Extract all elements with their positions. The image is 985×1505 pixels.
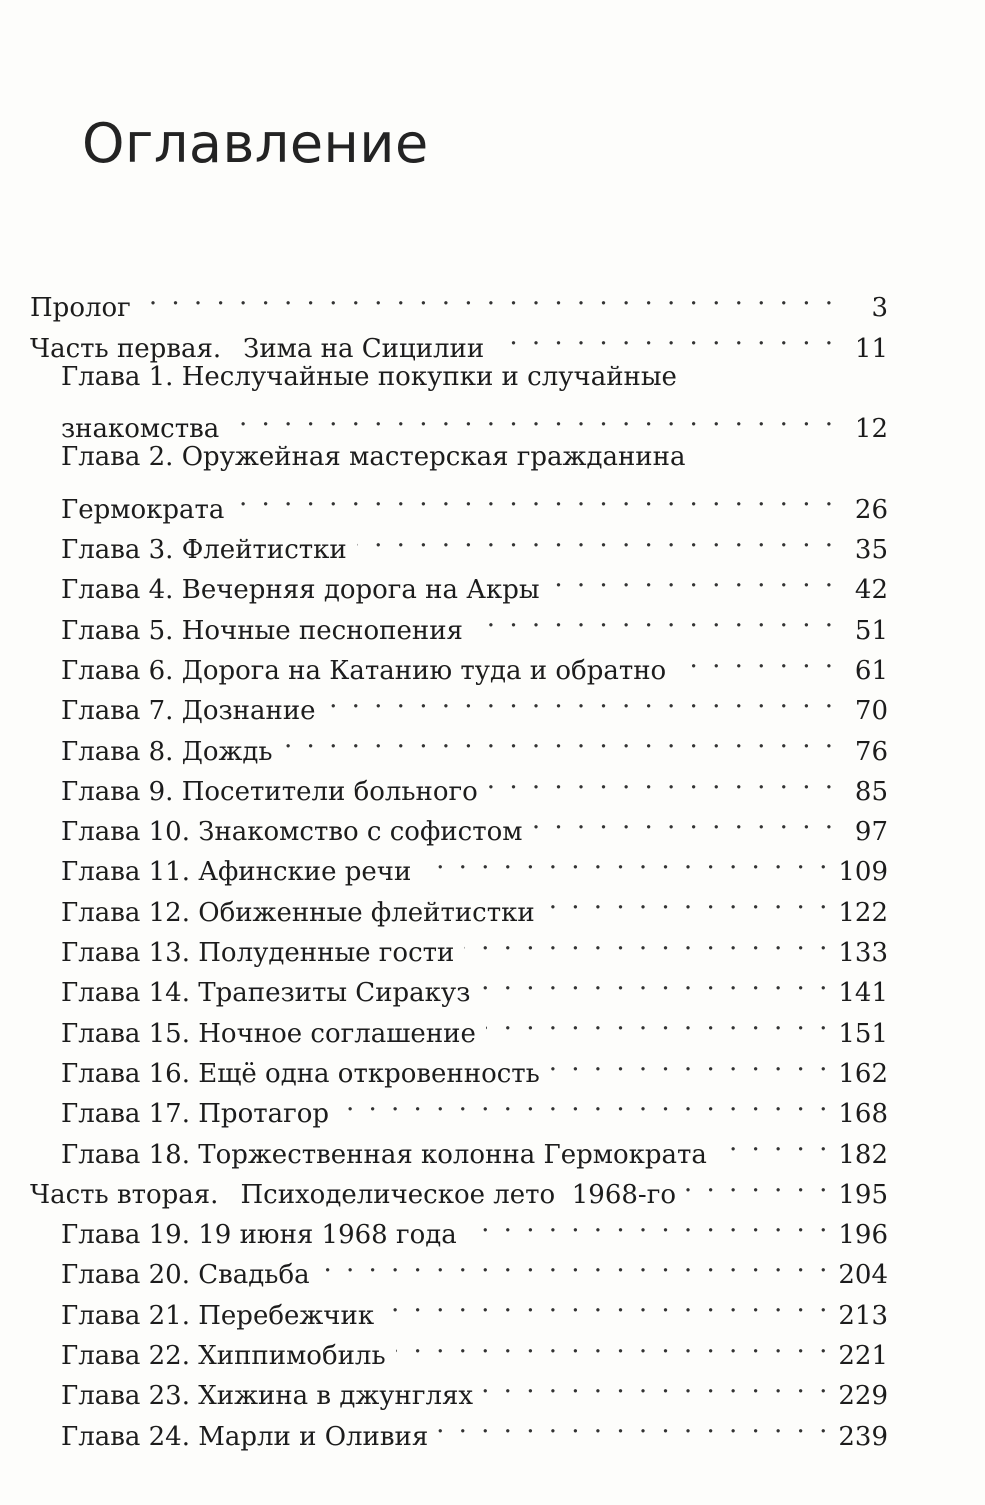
dot-leader (320, 1243, 831, 1283)
dot-leader (686, 1163, 830, 1203)
page-number: 133 (838, 938, 888, 969)
dot-leader (141, 276, 836, 316)
table-of-contents (30, 276, 888, 1452)
entry-title-continued: Гермократа (61, 494, 225, 525)
page-number: 12 (854, 414, 888, 445)
page-number: 42 (854, 575, 888, 606)
page-number: 229 (838, 1381, 888, 1412)
page-title: Оглавление (82, 112, 429, 175)
entry-title: Глава 19. 19 июня 1968 года (61, 1220, 457, 1251)
toc-entry-chapter-2-line-2 (30, 477, 888, 525)
dot-leader (717, 1122, 830, 1162)
entry-title: Глава 21. Перебежчик (61, 1300, 375, 1331)
dot-leader (550, 1042, 831, 1082)
page-number: 11 (854, 333, 888, 364)
page-number: 239 (838, 1421, 888, 1452)
entry-title: Глава 8. Дождь (61, 736, 273, 767)
entry-title: Глава 2. Оружейная мастерская гражданина (61, 442, 686, 473)
page-number: 109 (838, 857, 888, 888)
entry-title: Глава 24. Марли и Оливия (61, 1421, 429, 1452)
entry-title: Глава 22. Хиппимобиль (61, 1341, 386, 1372)
dot-leader (550, 558, 836, 598)
entry-title: Глава 16. Ещё одна откровенность (61, 1058, 540, 1089)
page-number: 122 (838, 897, 888, 928)
page-number: 196 (838, 1220, 888, 1251)
dot-leader (234, 477, 836, 517)
toc-entry-prologue (30, 276, 888, 324)
page-number: 213 (838, 1300, 888, 1331)
entry-title: Глава 17. Протагор (61, 1099, 330, 1130)
entry-title: Глава 6. Дорога на Катанию туда и обратно (61, 655, 667, 686)
entry-title: Глава 11. Афинские речи (61, 857, 412, 888)
entry-title: Пролог (30, 293, 131, 324)
dot-leader (676, 639, 836, 679)
dot-leader (357, 518, 836, 558)
page-number: 35 (854, 535, 888, 566)
page-number: 182 (838, 1139, 888, 1170)
dot-leader (532, 800, 836, 840)
part-label: Часть первая. (30, 333, 222, 364)
dot-leader (421, 840, 830, 880)
page-number: 204 (838, 1260, 888, 1291)
page-number: 221 (838, 1341, 888, 1372)
dot-leader (464, 921, 830, 961)
page-number: 85 (854, 776, 888, 807)
dot-leader (326, 679, 836, 719)
entry-title: Глава 7. Дознание (61, 696, 316, 727)
dot-leader (473, 598, 836, 638)
page-number: 76 (854, 736, 888, 767)
page-number: 195 (838, 1179, 888, 1210)
entry-title: Глава 1. Неслучайные покупки и случайные (61, 361, 677, 392)
page-number: 26 (854, 494, 888, 525)
page-number: 162 (838, 1058, 888, 1089)
entry-title-continued: знакомства (61, 414, 220, 445)
entry-title: Глава 13. Полуденные гости (61, 938, 455, 969)
entry-title: Глава 9. Посетители больного (61, 776, 478, 807)
page-number: 3 (871, 293, 888, 324)
entry-title: Глава 5. Ночные песнопения (61, 615, 463, 646)
dot-leader (384, 1283, 830, 1323)
entry-title: Глава 10. Знакомство с софистом (61, 817, 523, 848)
dot-leader (438, 1404, 830, 1444)
dot-leader (339, 1082, 830, 1122)
page-number: 70 (854, 696, 888, 727)
dot-leader (483, 1364, 830, 1404)
entry-title: Глава 14. Трапезиты Сиракуз (61, 978, 471, 1009)
dot-leader (396, 1324, 831, 1364)
dot-leader (494, 316, 836, 356)
page-number: 51 (854, 615, 888, 646)
dot-leader (467, 1203, 831, 1243)
dot-leader (480, 961, 830, 1001)
dot-leader (486, 1001, 831, 1041)
entry-title: Глава 15. Ночное соглашение (61, 1018, 476, 1049)
toc-entry-chapter-1-line-2 (30, 397, 888, 445)
page-number: 168 (838, 1099, 888, 1130)
dot-leader (283, 719, 836, 759)
page-number: 151 (838, 1018, 888, 1049)
page-number: 141 (838, 978, 888, 1009)
entry-title: Глава 12. Обиженные флейтистки (61, 897, 535, 928)
entry-title: Глава 20. Свадьба (61, 1260, 310, 1291)
page-number: 61 (854, 655, 888, 686)
part-title: Зима на Сицилии (243, 333, 485, 364)
dot-leader (488, 760, 836, 800)
entry-title: Глава 4. Вечерняя дорога на Акры (61, 575, 540, 606)
dot-leader (545, 880, 831, 920)
part-title: Психоделическое лето 1968-го (240, 1179, 676, 1210)
entry-title: Глава 3. Флейтистки (61, 535, 347, 566)
entry-title: Глава 23. Хижина в джунглях (61, 1381, 474, 1412)
toc-entry-part-1 (30, 316, 888, 364)
part-label: Часть вторая. (30, 1179, 219, 1210)
toc-entry-chapter-2-line-1 (30, 437, 888, 477)
page-number: 97 (854, 817, 888, 848)
dot-leader (229, 397, 836, 437)
entry-title: Глава 18. Торжественная колонна Гермократа (61, 1139, 707, 1170)
toc-entry-chapter-1-line-1 (30, 357, 888, 397)
